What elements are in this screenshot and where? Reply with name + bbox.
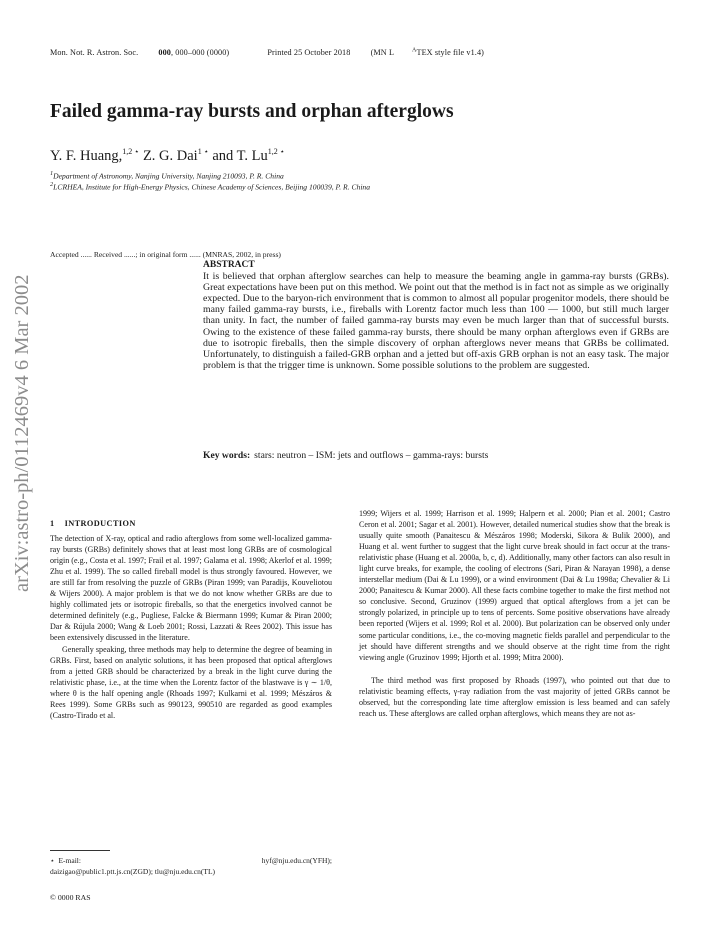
footnote-star: ⋆ <box>50 856 55 865</box>
footnote-emails-2 <box>50 866 215 877</box>
affiliation-1-num: 1 <box>50 170 54 177</box>
left-column <box>50 518 332 721</box>
intro-paragraph-2: Generally speaking, three methods may help to determine the degree of beaming in GRBs. First, based on analytic solutions, it has been proposed that optical afterglows from a jetted GRB should be characterized by a break in the light curve during the relativistic phase, i.e., at the time when the Lorentz factor of the blastwave is γ ∼ 1/θ, where θ is the half opening angle (Rhoads 1997; Kulkarni et al. 1999; Mészáros & Rees 1999). Some GRBs such as 990123, 990510 are regarded as good examples (Castro-Tirado et al. <box>50 644 332 720</box>
author-list <box>50 147 285 165</box>
section-number: 1 <box>50 519 55 528</box>
footnote-label <box>50 855 81 866</box>
abstract-text: It is believed that orphan afterglow searches can help to measure the beaming angle in gamma-ray bursts (GRBs). Great expectations have been put on this method. We point out that the method is in fact not as simple as we originally expected. Due to the baryon-rich environment that is common to almost all popular progenitor models, there should be many failed gamma-ray bursts, i.e., fireballs with Lorentz factor much less than 100 — 1000, but still much larger than unity. In fact, the number of failed gamma-ray bursts may even be much larger than that of successful bursts. Owing to the existence of these failed gamma-ray bursts, there should be many orphan afterglows even if GRBs are due to isotropic fireballs, then the simple discovery of orphan afterglows never means that GRBs be collimated. Unfortunately, to distinguish a failed-GRB orphan and a jetted but off-axis GRB orphan is not an easy task. The major problem is that the trigger time is unknown. Some possible solutions to the problem are suggested. <box>203 271 669 371</box>
intro-paragraph-4: The third method was first proposed by Rhoads (1997), who pointed out that due to relativistic beaming effects, γ-ray radiation from the vast majority of jetted GRBs cannot be observed, but the corresponding late time afterglow emission is less beamed and can safely reach us. These afterglows are called orphan afterglows, which means they are not as- <box>359 675 670 718</box>
journal-volume: 000 <box>158 47 171 57</box>
style-file-note: (MN L $^A$TEX style file v1.4) <box>370 47 484 57</box>
keywords-label: Key words: <box>203 450 251 461</box>
intro-paragraph-3: 1999; Wijers et al. 1999; Harrison et al. 1999; Halpern et al. 2000; Pian et al. 2001; Castro Ceron et al. 2001; Sagar et al. 2001). However, detailed numerical studies show that the break is usually quite smooth (Panaitescu & Mészáros 1998; Moderski, Sikora & Bulik 2000), and Huang et al. went further to suggest that the light curve break should in fact occur at the trans-relativistic phase (Huang et al. 2000a, b, c, d). Additionally, many other factors can also result in light curve breaks, for example, the cooling of electrons (Sari, Piran & Narayan 1998), a dense interstellar medium (Dai & Lu 1999), or a wind environment (Dai & Lu 1998a; Chevalier & Li 2000; Panaitescu & Kumar 2000). All these facts combine together to make the first method not so conclusive. Second, Gruzinov (1999) argued that optical afterglows from a jet can be strongly polarized, in principle up to tens of percents. Some positive observations have already been reported (Wijers et al. 1999; Rol et al. 2000). But polarization can be observed only under some particular conditions, i.e., the co-moving magnetic fields parallel and perpendicular to the jet should have different strengths and we should observe at the right time from the right viewing angle (Gruzinov 1999; Hjorth et al. 1999; Mitra 2000). <box>359 509 670 662</box>
author-lu-affil: 1,2 ⋆ <box>267 147 285 156</box>
footnote-rule <box>50 850 110 851</box>
section-heading <box>50 518 332 529</box>
section-title: INTRODUCTION <box>64 519 136 528</box>
affiliation-1 <box>50 170 284 181</box>
abstract-heading: ABSTRACT <box>203 260 255 270</box>
author-dai: Z. G. Dai <box>139 147 198 164</box>
affiliation-1-text: Department of Astronomy, Nanjing University, Nanjing 210093, P. R. China <box>53 171 284 181</box>
footnote-email-label: E-mail: <box>58 856 81 865</box>
right-column <box>359 508 670 719</box>
abstract-block <box>203 260 669 371</box>
affiliation-2 <box>50 181 370 192</box>
footnote-line-2 <box>50 866 332 877</box>
author-dai-affil: 1 ⋆ <box>197 147 209 156</box>
journal-name: Mon. Not. R. Astron. Soc. <box>50 47 139 57</box>
author-huang-affil: 1,2 ⋆ <box>122 147 140 156</box>
footnote-line-1 <box>50 855 332 866</box>
author-huang: Y. F. Huang, <box>50 147 123 164</box>
keywords-line <box>203 450 669 461</box>
author-lu: and T. Lu <box>208 147 268 164</box>
accepted-line: Accepted ...... Received ......; in original form ...... (MNRAS, 2002, in press) <box>50 250 281 259</box>
journal-citation <box>50 48 247 57</box>
style-prefix: (MN L <box>370 47 395 57</box>
email-footnote <box>50 855 332 877</box>
keywords-text: stars: neutron – ISM: jets and outflows – gamma-rays: bursts <box>254 450 489 461</box>
paragraph-gap <box>359 663 670 675</box>
style-suffix: TEX style file v1.4) <box>416 47 484 57</box>
printed-date: Printed 25 October 2018 <box>267 47 351 57</box>
affiliation-2-text: LCRHEA, Institute for High-Energy Physics, Chinese Academy of Sciences, Beijing 100039, P. R. China <box>53 182 371 192</box>
paper-title: Failed gamma-ray bursts and orphan afterglows <box>50 101 454 122</box>
email-dai: daizigao@public1.ptt.js.cn(ZGD); <box>50 867 153 876</box>
copyright-notice: © 0000 RAS <box>50 893 91 902</box>
intro-paragraph-1: The detection of X-ray, optical and radio afterglows from some well-localized gamma-ray bursts (GRBs) definitely shows that at least most long GRBs are of cosmological origin (e.g., Costa et al. 1997; Frail et al. 1997; Galama et al. 1998; Akerlof et al. 1999; Zhu et al. 1999). The so called fireball model is thus strongly favoured. However, we are still far from resolving the puzzle of GRBs (Piran 1999; van Paradijs, Kouveliotou & Wijers 2000). A major problem is that we do not know whether GRBs are due to highly collimated jets or isotropic fireballs, so that the energetics involved cannot be determined definitely (e.g., Pugliese, Falcke & Biermann 1999; Kumar & Piran 2000; Dar & Rújula 2000; Wang & Loeb 2001; Rossi, Lazzati & Rees 2002). This issue has been extensively discussed in the literature. <box>50 534 332 643</box>
journal-pages: , 000–000 (0000) <box>171 47 230 57</box>
email-lu: tlu@nju.edu.cn(TL) <box>154 867 216 876</box>
affiliation-2-num: 2 <box>50 181 54 188</box>
email-huang: hyf@nju.edu.cn(YFH); <box>261 856 332 865</box>
running-header <box>50 47 520 57</box>
